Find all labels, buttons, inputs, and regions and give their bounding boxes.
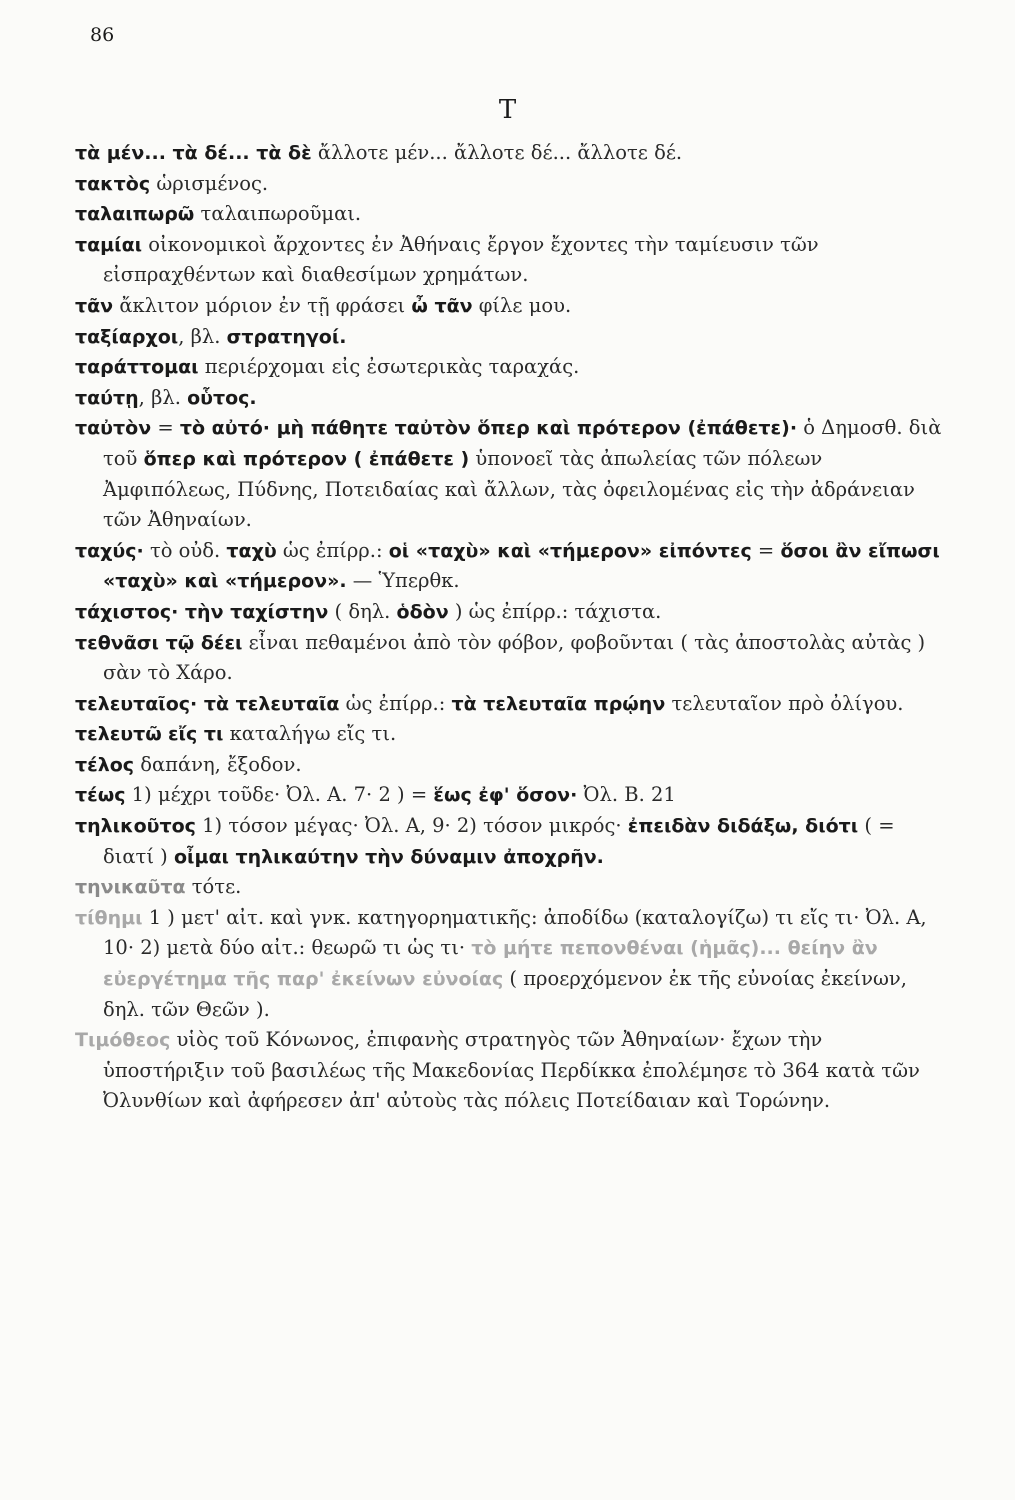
entry-headword: τελευταῖος·: [75, 692, 198, 715]
entry-quote: ἕως ἐφ' ὅσον·: [433, 784, 578, 807]
entry-quote: τὴν ταχίστην: [178, 600, 329, 623]
entry-headword: ταλαιπωρῶ: [75, 203, 195, 226]
dictionary-entry: [75, 872, 945, 903]
entry-headword: τᾶν: [75, 294, 114, 317]
entry-text: εἶναι πεθαμένοι ἀπὸ τὸν φόβον, φοβοῦνται ( τὰς ἀποστολὰς αὐτὰς ) σὰν τὸ Χάρο.: [103, 630, 926, 685]
entry-headword: ταὐτὸν: [75, 417, 152, 440]
dictionary-entries: [75, 138, 945, 1117]
entry-text: 1) τόσον μέγας· Ὀλ. Α, 9· 2) τόσον μικρός·: [195, 814, 628, 838]
page-number: 86: [90, 24, 115, 46]
entry-text: =: [751, 538, 781, 562]
entry-text: ἄκλιτον μόριον ἐν τῇ φράσει: [113, 293, 412, 317]
entry-quote: ὦ τᾶν: [411, 294, 473, 317]
entry-headword: τεθνᾶσι τῷ δέει: [75, 631, 243, 654]
entry-headword: ταράττομαι: [75, 356, 199, 379]
entry-headword: τίθημι: [75, 906, 143, 929]
entry-text: ὑπονοεῖ τὰς ἀπωλείας τῶν πόλεων Ἀμφιπόλεως, Πύδνης, Ποτειδαίας καὶ ἄλλων, τὰς ὀφειλομένας εἰς τὴν ἀδράνειαν τῶν Ἀθηναίων.: [103, 446, 915, 532]
entry-text: ( προερχόμενον ἐκ τῆς εὐνοίας ἐκείνων, δηλ. τῶν Θεῶν ).: [103, 967, 907, 1021]
entry-quote: στρατηγοί.: [226, 325, 347, 348]
entry-headword: τέλος: [75, 753, 135, 776]
entry-quote: ταχὺ: [226, 539, 277, 562]
entry-text: ὡρισμένος.: [150, 171, 269, 195]
entry-quote: οἶμαι τηλικαύτην τὴν δύναμιν ἀποχρῆν.: [174, 845, 604, 868]
entry-headword: τὰ μέν... τὰ δέ... τὰ δὲ: [75, 142, 312, 164]
dictionary-entry: [75, 352, 945, 383]
dictionary-entry: [75, 811, 945, 872]
entry-headword: ταύτῃ: [75, 386, 139, 409]
entry-text: — Ὑπερθκ.: [346, 569, 460, 593]
dictionary-entry: [75, 903, 945, 1025]
dictionary-entry: [75, 780, 945, 811]
entry-text: τὸ οὐδ.: [143, 538, 227, 562]
entry-headword: τέως: [75, 784, 126, 807]
entry-text: ( δηλ.: [328, 599, 397, 623]
entry-headword: Τιμόθεος: [75, 1029, 171, 1052]
entry-text: καταλήγω εἴς τι.: [223, 722, 397, 746]
dictionary-entry: [75, 322, 945, 353]
entry-quote: τὰ τελευταῖα πρῴην: [451, 692, 666, 715]
entry-headword: τηλικοῦτος: [75, 815, 196, 838]
entry-headword: τηνικαῦτα: [75, 876, 186, 899]
entry-text: 1) μέχρι τοῦδε· Ὀλ. Α. 7· 2 ) =: [125, 783, 434, 807]
entry-headword: τακτὸς: [75, 172, 151, 195]
entry-quote: τὸ αὐτό· μὴ πάθητε ταὐτὸν ὅπερ καὶ πρότερον (ἐπάθετε)·: [179, 417, 798, 440]
entry-quote: ὅσοι ἂν εἴπωσι «ταχὺ» καὶ «τήμερον».: [103, 539, 940, 593]
dictionary-entry: [75, 689, 945, 720]
entry-quote: τὰ τελευταῖα: [197, 692, 340, 715]
entry-quote: εἴς τι: [167, 723, 224, 746]
entry-quote: ὁδὸν: [396, 600, 449, 623]
entry-quote: οὗτος.: [187, 386, 257, 409]
entry-headword: ταμίαι: [75, 233, 143, 256]
entry-text: ὁ Δημοσθ. διὰ τοῦ: [103, 416, 942, 470]
entry-headword: τελευτῶ: [75, 723, 162, 746]
entry-text: ἄλλοτε μέν... ἄλλοτε δέ... ἄλλοτε δέ.: [311, 141, 683, 164]
entry-text: ὡς ἐπίρρ.:: [276, 538, 389, 562]
dictionary-entry: [75, 413, 945, 535]
dictionary-entry: [75, 138, 945, 169]
entry-headword: ταξίαρχοι: [75, 325, 179, 348]
entry-text: τότε.: [185, 875, 242, 899]
entry-text: υἱὸς τοῦ Κόνωνος, ἐπιφανὴς στρατηγὸς τῶν Ἀθηναίων· ἔχων τὴν ὑποστήριξιν τοῦ βασιλέως τῆς Μακεδονίας Περδίκκα ἐπολέμησε τὸ 364 κατὰ τῶν Ὀλυνθίων καὶ ἀφήρεσεν ἀπ' αὐτοὺς τὰς πόλεις Ποτείδαιαν καὶ Τορώνην.: [103, 1028, 920, 1113]
entry-text: οἰκονομικοὶ ἄρχοντες ἐν Ἀθήναις ἔργον ἔχοντες τὴν ταμίευσιν τῶν εἰσπραχθέντων καὶ διαθεσίμων χρημάτων.: [103, 232, 819, 287]
entry-text: φίλε μου.: [472, 293, 572, 317]
entry-text: , βλ.: [138, 385, 188, 409]
entry-quote: ἐπειδὰν διδάξω, διότι: [627, 815, 859, 838]
entry-text: ὡς ἐπίρρ.:: [339, 691, 452, 715]
entry-text: 1 ) μετ' αἰτ. καὶ γνκ. κατηγορηματικῆς: ἀποδίδω (καταλογίζω) τι εἴς τι· Ὀλ. Α, 10· 2) μετὰ δύο αἰτ.: θεωρῶ τι ὡς τι·: [103, 905, 927, 960]
dictionary-entry: [75, 199, 945, 230]
entry-text: =: [151, 416, 180, 440]
entry-text: δαπάνη, ἔξοδον.: [134, 752, 302, 776]
dictionary-entry: [75, 536, 945, 597]
dictionary-entry: [75, 169, 945, 200]
entry-text: τελευταῖον πρὸ ὀλίγου.: [665, 691, 904, 715]
entry-text: ( = διατί ): [103, 814, 895, 868]
entry-text: ταλαιπωροῦμαι.: [194, 202, 362, 226]
section-letter: Τ: [498, 95, 517, 125]
entry-headword: ταχύς·: [75, 539, 144, 562]
dictionary-entry: [75, 383, 945, 414]
entry-headword: τάχιστος·: [75, 600, 179, 623]
entry-text: Ὀλ. Β. 21: [577, 783, 676, 807]
dictionary-entry: [75, 597, 945, 628]
entry-text: περιέρχομαι εἰς ἐσωτερικὰς ταραχάς.: [198, 355, 580, 379]
dictionary-entry: [75, 719, 945, 750]
dictionary-entry: [75, 291, 945, 322]
dictionary-entry: [75, 230, 945, 291]
dictionary-entry: [75, 628, 945, 689]
entry-text: , βλ.: [178, 324, 227, 348]
dictionary-entry: [75, 750, 945, 781]
entry-quote: τὸ μήτε πεπονθέναι (ἡμᾶς)... θείην ἂν εὐεργέτημα τῆς παρ' ἐκείνων εὐνοίας: [103, 937, 878, 991]
entry-quote: οἱ «ταχὺ» καὶ «τήμερον» εἰπόντες: [388, 539, 752, 562]
dictionary-entry: [75, 1025, 945, 1117]
entry-quote: ὅπερ καὶ πρότερον ( ἐπάθετε ): [143, 447, 470, 470]
entry-text: ) ὡς ἐπίρρ.: τάχιστα.: [448, 599, 662, 623]
